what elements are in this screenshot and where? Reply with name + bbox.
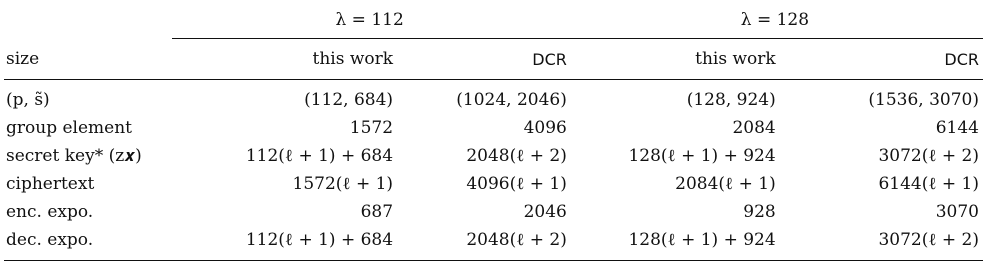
column-header-dcr-128: DCR: [944, 49, 979, 69]
table-cell: 4096(ℓ + 1): [466, 173, 567, 194]
comparison-table: [4, 2, 983, 261]
table-cell: 2048(ℓ + 2): [466, 229, 567, 250]
table-cell: 3072(ℓ + 2): [878, 145, 979, 166]
column-header-this-work-128: this work: [695, 48, 776, 69]
table-row: [4, 198, 983, 226]
group-header-lambda-128: λ = 128: [740, 9, 810, 30]
table-cell: 2048(ℓ + 2): [466, 145, 567, 166]
table-cell: 687: [360, 201, 394, 222]
row-label: dec. expo.: [6, 229, 94, 250]
table-cell: 3072(ℓ + 2): [878, 229, 979, 250]
table-cell: (1024, 2046): [456, 89, 567, 110]
column-header-dcr-112: DCR: [532, 49, 567, 69]
table-row: [4, 226, 983, 254]
row-label: enc. expo.: [6, 201, 94, 222]
table-cell: 1572: [349, 117, 394, 138]
table-cell: 3070: [935, 201, 979, 222]
table-cell: 112(ℓ + 1) + 684: [245, 145, 394, 166]
row-label: (p, s̃): [6, 89, 50, 110]
table-cell: 112(ℓ + 1) + 684: [245, 229, 394, 250]
table-row: [4, 170, 983, 198]
row-label: group element: [6, 117, 132, 138]
column-header-this-work-112: this work: [312, 48, 394, 69]
table-cell: 6144: [935, 117, 979, 138]
bottom-rule: [4, 260, 983, 261]
group-header-lambda-112: λ = 112: [335, 9, 404, 30]
row-label: ciphertext: [6, 173, 95, 194]
table-cell: 2046: [523, 201, 567, 222]
row-label: secret key* (z𝒙): [6, 145, 142, 166]
table-cell: 928: [743, 201, 776, 222]
table-cell: 2084(ℓ + 1): [675, 173, 776, 194]
table-row: [4, 142, 983, 170]
table-cell: 6144(ℓ + 1): [878, 173, 979, 194]
column-header-row: [4, 39, 983, 80]
security-level-header-row: [4, 2, 983, 39]
size-column-header: size: [6, 48, 40, 69]
table-cell: 128(ℓ + 1) + 924: [628, 145, 776, 166]
empty-corner-cell: [4, 2, 172, 39]
table-cell: 1572(ℓ + 1): [292, 173, 394, 194]
table-row: [4, 80, 983, 114]
table-cell: (112, 684): [304, 89, 394, 110]
table-cell: 4096: [523, 117, 567, 138]
table-row: [4, 114, 983, 142]
table-cell: (128, 924): [686, 89, 776, 110]
table-cell: 2084: [732, 117, 776, 138]
table-cell: (1536, 3070): [868, 89, 979, 110]
table-cell: 128(ℓ + 1) + 924: [628, 229, 776, 250]
